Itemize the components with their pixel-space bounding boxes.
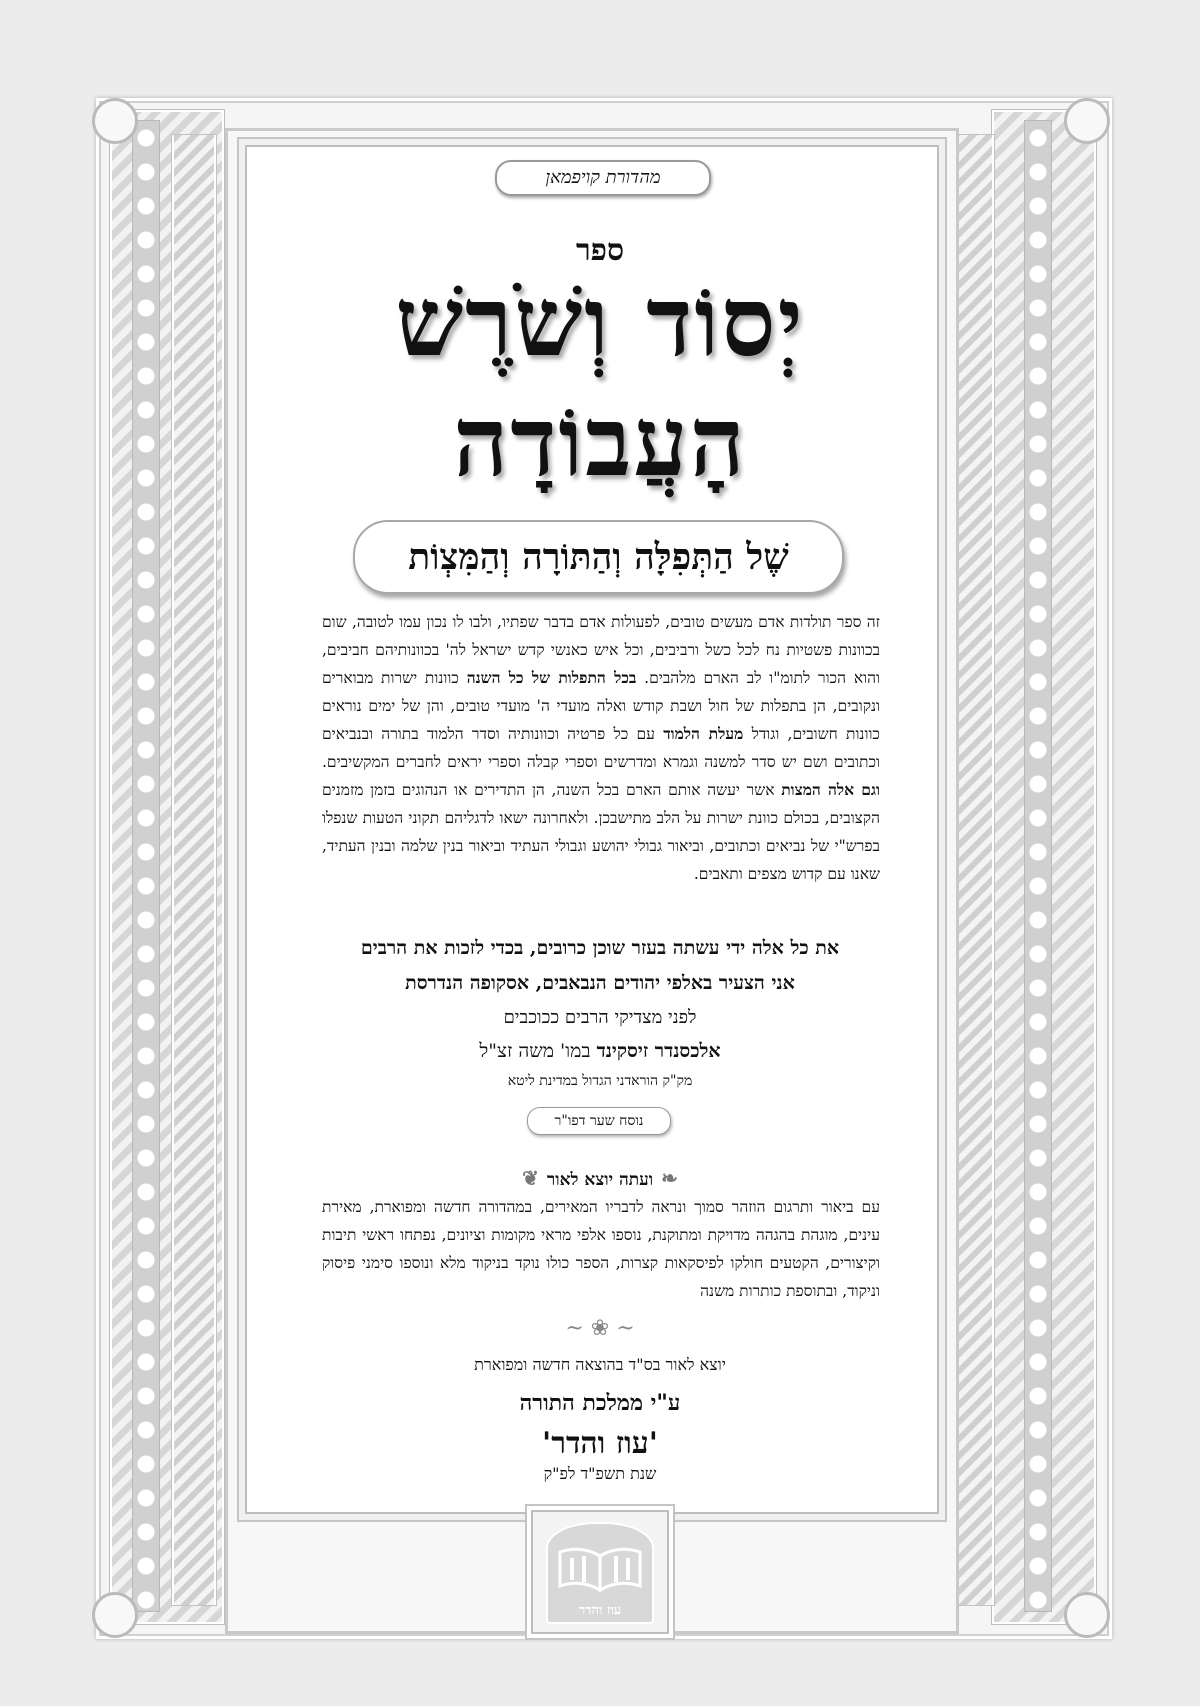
now-published-text: ועתה יוצא לאור [546,1170,654,1190]
open-book-icon [556,1544,644,1596]
edition-label: מהדורת קויפמאן [495,160,711,196]
sefer-label: ספר [575,233,625,268]
description-text: זה ספר תולדות אדם מעשים טובים, לפעולות אדם בדבר שפתיו, ולבו לו נכון עמו לטובה, שום בכוונות פשטיות נח לכל כשל ורביבים, וכל איש כאנשי קדש ישראל לה' בכוונותיהם חביבים, והוא הכור לתומ"ו לב הארם מלהבים. [322,613,880,687]
flourish-icon: ❧ [661,1166,678,1190]
corner-ornament-bottom-right [1064,1592,1110,1638]
publisher-logo [531,1510,669,1634]
author-origin: מק"ק הוראדני הגדול במדינת ליטא [507,1073,693,1089]
publisher-line: יוצא לאור בס"ד בהוצאה חדשה ומפוארת [474,1355,726,1374]
dedication-line: לפני מצדיקי הרבים ככוכבים [503,1007,697,1028]
now-published-heading [0,1166,1200,1190]
logo-badge [546,1522,654,1624]
description-text: אשר יעשה אותם הארם בכל השנה, הן התדירים או הנהוגים בזמן מזמנים הקצובים, בכולם כוונת ישרות על הלב מתישבכן. ולאחרונה ישאו לדגליהם תקוני הטעות שנפלו בפרש"י של נביאים וכתובים, וביאור גבולי יהושע וגבולי העתיד וביאור בנין שלמה ובנין העתיד, שאנו עם קדוש מצפים ותאבים. [322,781,880,883]
corner-ornament-bottom-left [92,1592,138,1638]
description-bold: בכל התפלות של כל השנה [466,668,637,687]
publication-year: שנת תשפ"ד לפ"ק [543,1464,657,1483]
description-text: עם כל פרטיה וכוונותיה וסדר הלמוד בתורה ובנביאים וכתובים ושם יש סדר למשנה וגמרא ומדרשים וספרי קבלה וספרי יראים לחברים המקשיבים. [322,725,880,771]
divider-ornament-icon: ~ ❀ ~ [565,1316,635,1341]
description-text: כוונות ישרות מבוארים ונקובים, הן בתפלות של חול ושבת קודש ואלה מועדי ה' מועדי טובים, והן של ימים נוראים כוונות חשובים, וגודל [322,669,880,743]
book-title-line1: יְסוֹד וְשֹׁרֶשׁ [395,265,805,378]
description-paragraph [322,608,880,888]
author-name: אלכסנדר זיסקינד [596,1040,721,1062]
author-line [0,1040,1200,1063]
description-bold: וגם אלה המצות [781,780,880,799]
original-title-badge: נוסח שער דפו"ר [527,1107,671,1135]
book-title-line2: הָעֲבוֹדָה [453,385,747,498]
publisher-line: ע"י ממלכת התורה [519,1390,681,1416]
publisher-name: 'עוז והדר' [542,1426,658,1461]
corner-ornament-top-right [1064,98,1110,144]
dedication-line: אני הצעיר באלפי יהודים הנבאבים, אסקופה הנדרסת [405,972,795,994]
logo-caption: עוז והדר [578,1603,622,1618]
author-father: במו' משה זצ"ל [479,1040,591,1062]
edition-description: עם ביאור ותרגום הוזהר סמוך ונראה לדבריו המאירים, במהדורה חדשה ומפוארת, מאירת עינים, מוגהת בהגהה מדויקת ומתוקנת, נוספו אלפי מראי מקומות וציונים, נפתחו ראשי תיבות וקיצורים, הקטעים חולקו לפיסקאות קצרות, הספר כולו נוקד בניקוד מלא ונוספו סימני פיסוק וניקוד, ובתוספת כותרות משנה [322,1198,880,1300]
description-bold: מעלת הלמוד [663,724,744,743]
book-subtitle: שֶׁל הַתְּפִלָּה וְהַתּוֹרָה וְהַמִּצְוֹת [353,520,844,594]
flourish-icon: ❦ [522,1166,539,1190]
corner-ornament-top-left [92,98,138,144]
dedication-line: את כל אלה ידי עשתה בעזר שוכן כרובים, בכדי לזכות את הרבים [360,937,840,959]
